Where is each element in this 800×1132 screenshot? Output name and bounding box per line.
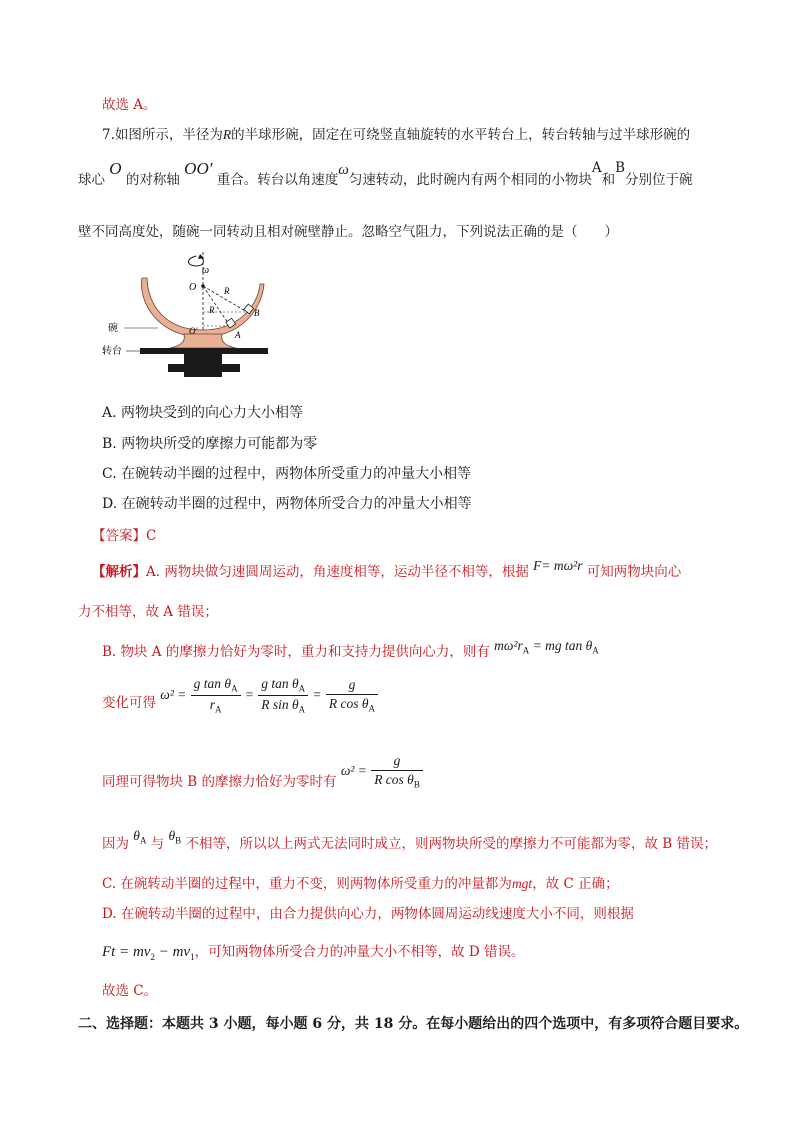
omega-symbol: ω bbox=[338, 162, 349, 178]
figure-O: O bbox=[189, 282, 197, 293]
analysis-b3-text: 同理可得物块 B 的摩擦力恰好为零时有 bbox=[102, 774, 337, 790]
analysis-b4-a: 因为 bbox=[102, 836, 129, 852]
theta-a: $\theta_A$ bbox=[133, 828, 147, 846]
analysis-b4-b: 不相等，所以以上两式无法同时成立，则两物块所受的摩擦力不可能都为零，故 B 错误； bbox=[185, 836, 717, 852]
turntable-stem bbox=[184, 354, 222, 364]
analysis-b-line-1 bbox=[102, 640, 599, 662]
formula-rhs: = mω²r bbox=[541, 558, 583, 573]
question-line-2-a: 球心 bbox=[78, 172, 105, 188]
analysis-b-text: B. 物块 A 的摩擦力恰好为零时，重力和支持力提供向心力，则有 bbox=[102, 644, 490, 660]
analysis-c-text: C. 在碗转动半圈的过程中，重力不变，则两物体所受重力的冲量都为 bbox=[102, 876, 512, 892]
formula-omega-sq: ω² = bbox=[160, 687, 187, 703]
conclusion: 故选 C。 bbox=[102, 983, 158, 999]
fraction-b bbox=[371, 753, 423, 790]
formula-b1-lhs: mω²r bbox=[494, 638, 523, 653]
question-line-1-text-b: 的半球形碗，固定在可绕竖直轴旋转的水平转台上，转台转轴与过半球形碗的 bbox=[231, 127, 691, 143]
turntable-base bbox=[168, 364, 240, 372]
answer-line: 【答案】C bbox=[92, 528, 157, 544]
fraction-b-den-sub: B bbox=[413, 779, 420, 790]
table-label: 转台 bbox=[102, 346, 122, 357]
formula-F: F bbox=[533, 558, 542, 573]
fraction-3 bbox=[326, 677, 378, 714]
formula-b3-omega: ω² = bbox=[340, 763, 367, 778]
question-line-3: 壁不同高度处，随碗一同转动且相对碗壁静止。忽略空气阻力，下列说法正确的是（ ） bbox=[78, 224, 618, 240]
question-line-2-e: 分别位于碗 bbox=[625, 172, 693, 188]
fraction-2 bbox=[258, 676, 308, 714]
fraction-b-den: R cos θ bbox=[374, 771, 414, 787]
analysis-a-text: A. 两物块做匀速圆周运动，角速度相等，运动半径不相等，根据 bbox=[146, 564, 529, 580]
turntable-foot bbox=[184, 372, 222, 377]
question-line-2-d: 匀速转动，此时碗内有两个相同的小物块 bbox=[348, 172, 592, 188]
analysis-d-line-1: D. 在碗转动半圈的过程中，由合力提供向心力，两物体圆周运动线速度大小不同，则根据 bbox=[102, 906, 634, 922]
formula-b1-sub2: A bbox=[592, 645, 599, 656]
fraction-1-den: r bbox=[209, 696, 215, 712]
center-symbol: O bbox=[109, 159, 122, 178]
fraction-1-den-sub: A bbox=[215, 704, 222, 715]
bowl-label: 碗 bbox=[108, 323, 118, 334]
fraction-1 bbox=[191, 676, 241, 714]
analysis-b4-and: 与 bbox=[150, 836, 165, 852]
analysis-b-line-2: 变化可得 ω² = $\frac{g \tan \theta_A}{r_A}$ = $\frac{g \tan \theta_A}{R \sin \theta_A}$ = $\frac{g}{R \cos \theta_A}$ bbox=[102, 676, 378, 714]
mgt-symbol: mgt bbox=[511, 876, 533, 891]
radius-symbol: R bbox=[222, 127, 232, 142]
fraction-b-num: g bbox=[393, 752, 401, 768]
question-line-2-b: 的对称轴 bbox=[125, 172, 180, 188]
fraction-1-num: g tan θ bbox=[193, 676, 232, 691]
option-b: B. 两物块所受的摩擦力可能都为零 bbox=[102, 436, 318, 452]
block-b-symbol: B bbox=[615, 160, 626, 176]
analysis-a-tail: 可知两物块向心 bbox=[586, 564, 682, 580]
option-d: D. 在碗转动半圈的过程中，两物体所受合力的冲量大小相等 bbox=[102, 496, 472, 512]
formula-b1 bbox=[494, 638, 599, 656]
fraction-1-num-sub: A bbox=[231, 683, 238, 694]
block-a-symbol: A bbox=[591, 160, 602, 176]
bowl-figure bbox=[100, 250, 290, 382]
fraction-2-num: g tan θ bbox=[261, 676, 299, 691]
theta-b: $\theta_B$ bbox=[168, 828, 182, 846]
fraction-2-den-sub: A bbox=[298, 704, 306, 715]
analysis-a-line bbox=[92, 560, 681, 580]
analysis-c-line bbox=[102, 872, 619, 892]
analysis-d-line-2 bbox=[102, 940, 524, 962]
figure-O-prime: O′ bbox=[189, 326, 198, 336]
formula-impulse: $Ft = mv_2 - mv_1$ bbox=[102, 944, 195, 962]
previous-conclusion: 故选 A。 bbox=[102, 97, 157, 113]
fraction-3-den: R cos θ bbox=[328, 695, 369, 711]
analysis-b-line-3 bbox=[102, 752, 423, 790]
figure-R1: R bbox=[224, 286, 230, 296]
analysis-d2-tail: ，可知两物体所受合力的冲量大小不相等，故 D 错误。 bbox=[194, 944, 525, 960]
figure-A: A bbox=[235, 330, 241, 340]
analysis-b-line-4 bbox=[102, 828, 717, 854]
fraction-2-num-sub: A bbox=[298, 683, 306, 694]
question-line-1 bbox=[102, 123, 690, 143]
figure-B: B bbox=[254, 308, 260, 318]
formula-centripetal bbox=[533, 558, 582, 573]
bowl-foot bbox=[170, 334, 236, 348]
axis-symbol: OO′ bbox=[184, 159, 213, 178]
fraction-2-den: R sin θ bbox=[261, 696, 299, 712]
analysis-c-tail: ，故 C 正确； bbox=[532, 876, 619, 892]
analysis-tag: 【解析】 bbox=[92, 564, 146, 580]
question-line-2-and: 和 bbox=[601, 172, 616, 188]
formula-b1-sub: A bbox=[522, 645, 530, 656]
question-line-2 bbox=[78, 159, 693, 189]
option-c: C. 在碗转动半圈的过程中，两物体所受重力的冲量大小相等 bbox=[102, 466, 472, 482]
fraction-3-den-sub: A bbox=[368, 703, 376, 714]
figure-R2: R bbox=[209, 305, 215, 315]
question-line-1-text: 7.如图所示，半径为 bbox=[102, 127, 223, 143]
analysis-a-line-2: 力不相等，故 A 错误； bbox=[78, 604, 218, 620]
figure-omega: ω bbox=[202, 265, 210, 276]
question-line-2-c: 重合。转台以角速度 bbox=[216, 172, 339, 188]
analysis-b2-text: 变化可得 bbox=[102, 695, 156, 712]
formula-b1-mid: = mg tan θ bbox=[529, 638, 593, 653]
fraction-3-num: g bbox=[348, 676, 356, 692]
section-heading: 二、选择题：本题共 3 小题，每小题 6 分，共 18 分。在每小题给出的四个选项中，有多项符合题目要求。 bbox=[78, 1016, 749, 1032]
turntable-top bbox=[140, 348, 268, 354]
option-a: A. 两物块受到的向心力大小相等 bbox=[102, 405, 304, 421]
